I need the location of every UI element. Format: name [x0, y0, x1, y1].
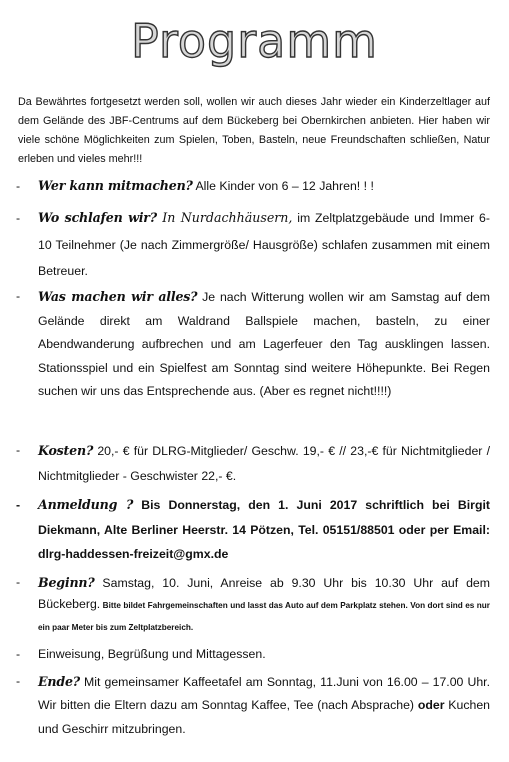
item-ende [16, 670, 490, 741]
list-dash: - [16, 647, 21, 661]
item-text: 20,- € für DLRG-Mitglieder/ Geschw. 19,- € // 23,-€ für Nichtmitglieder / Nichtmitglieder - Geschwister 22,- €. [38, 444, 490, 483]
list-dash: - [16, 443, 21, 457]
item-text: Kuchen und Geschirr mitzubringen. [38, 698, 490, 736]
intro-paragraph: Da Bewährtes fortgesetzt werden soll, wollen wir auch dieses Jahr wieder ein Kinderzeltlager auf dem Gelände des JBF-Centrums auf dem Bückeberg bei Obernkirchen anbieten. Hier haben wir viele schöne Möglichkeiten zum Spielen, Toben, Basteln, neue Freundschaften schließen, Natur erleben und vieles mehr!!! [18, 96, 490, 165]
item-heading: Beginn? [38, 575, 95, 590]
item-text: Einweisung, Begrüßung und Mittagessen. [38, 647, 266, 661]
item-kosten [16, 438, 490, 489]
item-text-handwritten: In Nurdachhäusern, [156, 210, 293, 225]
list-dash: - [16, 289, 21, 303]
item-text: im Zeltplatzgebäude und Immer 6-10 Teilnehmer (Je nach Zimmergröße/ Hausgröße) schlafen zusammen mit einem Betreuer. [38, 211, 490, 278]
item-beginn [16, 572, 490, 638]
item-anmeldung [16, 493, 490, 567]
item-heading: Ende? [38, 674, 80, 689]
list-dash: - [16, 498, 21, 512]
item-heading: Wo schlafen wir? [38, 210, 157, 225]
item-heading: Anmeldung ? [38, 497, 134, 512]
item-text: Je nach Witterung wollen wir am Samstag auf dem Gelände direkt am Waldrand Ballspiele machen, basteln, zu einer Abendwanderung aufbrechen und am Lagerfeuer den Tag ausklingen lassen. Stationsspiel und ein Spielfest am Sonntag sind weitere Höhepunkte. Bei Regen suchen wir uns das Entsprechende aus. (Aber es regnet nicht!!!!) [38, 290, 491, 399]
list-dash: - [16, 575, 21, 589]
item-note: Bitte bildet Fahrgemeinschaften und lasst das Auto auf dem Parkplatz stehen. Von dort sind es nur ein paar Meter bis zum Zeltplatzbereich. [38, 601, 490, 632]
item-heading: Was machen wir alles? [38, 289, 198, 304]
item-heading: Wer kann mitmachen? [38, 178, 193, 193]
list-dash: - [16, 179, 21, 193]
item-wer [16, 176, 490, 196]
item-was [16, 285, 491, 404]
item-einweisung [16, 645, 490, 663]
item-text-bold: oder [417, 698, 445, 713]
list-dash: - [16, 674, 21, 688]
list-dash: - [16, 211, 21, 225]
page-title: Programm [131, 14, 378, 68]
item-heading: Kosten? [38, 443, 94, 458]
item-text: Samstag, 10. Juni, Anreise ab 9.30 Uhr bis 10.30 Uhr auf dem Bückeberg. [38, 576, 490, 611]
item-text: Alle Kinder von 6 – 12 Jahren! ! ! [192, 179, 374, 193]
item-text: Bis Donnerstag, den 1. Juni 2017 schriftlich bei Birgit Diekmann, Alte Berliner Heerstr. 14 Pötzen, Tel. 05151/88501 oder per Email: dlrg-haddessen-freizeit@gmx.de [38, 498, 490, 561]
item-wo [16, 205, 490, 285]
item-text: Mit gemeinsamer Kaffeetafel am Sonntag, 11.Juni von 16.00 – 17.00 Uhr. Wir bitten die Eltern dazu am Sonntag Kaffee, Tee (nach Absprache) [38, 675, 490, 713]
